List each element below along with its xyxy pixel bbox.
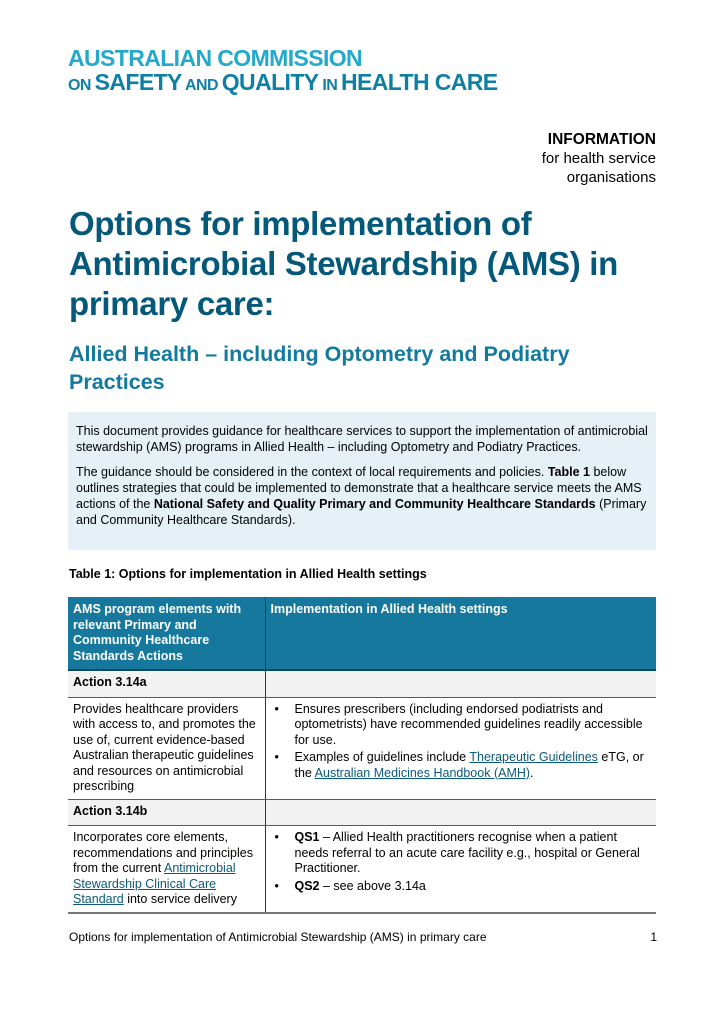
info-line-3: organisations xyxy=(566,169,656,186)
element-cell: Provides healthcare providers with access to, and promotes the use of, current evidence-based Australian therapeutic guidelines and resources on antimicrobial prescribing xyxy=(68,697,265,799)
page-subtitle: Allied Health – including Optometry and Podiatry Practices xyxy=(69,342,570,394)
element-cell: Incorporates core elements, recommendations and principles from the current Antimicrobial Stewardship Clinical Care Standard into service delivery xyxy=(68,826,265,913)
footer-title: Options for implementation of Antimicrobial Stewardship (AMS) in primary care xyxy=(69,930,487,944)
ams-clinical-care-standard-link[interactable]: Antimicrobial Stewardship Clinical Care Standard xyxy=(73,861,236,906)
logo-line-1: AUSTRALIAN COMMISSION xyxy=(68,45,363,71)
intro-paragraph-1: This document provides guidance for healthcare services to support the implementation of antimicrobial stewardship (AMS) programs in Allied Health – including Optometry and Podiatry Practices. xyxy=(76,424,648,454)
commission-logo xyxy=(68,47,498,94)
info-heading: INFORMATION xyxy=(547,131,656,148)
info-line-2: for health service xyxy=(541,150,656,167)
list-item: • QS2 – see above 3.14a xyxy=(295,879,652,895)
list-item: • Examples of guidelines include Therapeutic Guidelines eTG, or the Australian Medicines Handbook (AMH). xyxy=(295,750,652,781)
amh-link[interactable]: Australian Medicines Handbook (AMH) xyxy=(314,765,531,780)
implementation-cell xyxy=(265,697,656,799)
list-item: • QS1 – Allied Health practitioners recognise when a patient needs referral to an acute care facility e.g., hospital or General Practitioner. xyxy=(295,830,652,877)
logo-line-2: ON SAFETY AND QUALITY IN HEALTH CARE xyxy=(68,69,498,95)
action-label: Action 3.14a xyxy=(68,670,265,697)
intro-box xyxy=(68,412,656,550)
intro-paragraph-2: The guidance should be considered in the context of local requirements and policies. Table 1 below outlines strategies that could be implemented to demonstrate that a healthcare service meets the AMS actions of the National Safety and Quality Primary and Community Healthcare Standards (Primary and Community Healthcare Standards). xyxy=(76,465,647,527)
therapeutic-guidelines-link[interactable]: Therapeutic Guidelines xyxy=(469,750,598,764)
page-title: Options for implementation of Antimicrobial Stewardship (AMS) in primary care: xyxy=(69,205,619,322)
action-row xyxy=(68,799,656,826)
info-label xyxy=(542,130,656,187)
list-item: • Ensures prescribers (including endorsed podiatrists and optometrists) have recommended guidelines readily accessible for use. xyxy=(295,702,652,749)
table-row xyxy=(68,826,656,913)
table-row xyxy=(68,697,656,799)
page-footer xyxy=(69,930,657,944)
implementation-cell xyxy=(265,826,656,913)
table-header-row xyxy=(68,597,656,670)
page-number: 1 xyxy=(650,930,657,944)
action-row xyxy=(68,670,656,697)
header-implementation: Implementation in Allied Health settings xyxy=(265,597,656,670)
action-label: Action 3.14b xyxy=(68,799,265,826)
header-ams-elements: AMS program elements with relevant Primary and Community Healthcare Standards Actions xyxy=(68,597,265,670)
implementation-table xyxy=(68,597,656,914)
table-caption: Table 1: Options for implementation in Allied Health settings xyxy=(69,567,427,581)
